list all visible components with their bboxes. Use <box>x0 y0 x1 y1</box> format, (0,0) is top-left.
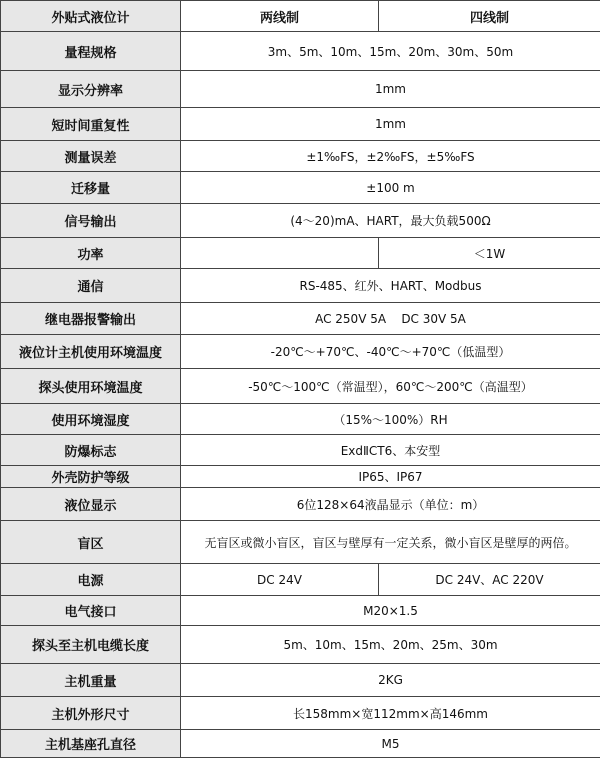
table-row <box>1 335 600 369</box>
table-row <box>1 369 600 404</box>
row-label: 电气接口 <box>1 596 181 626</box>
table-row <box>1 435 600 466</box>
header-four-wire: 四线制 <box>379 1 600 32</box>
table-row <box>1 664 600 697</box>
row-label: 通信 <box>1 269 181 303</box>
row-value: IP65、IP67 <box>181 466 600 488</box>
table-row <box>1 303 600 335</box>
row-value: 无盲区或微小盲区，盲区与壁厚有一定关系，微小盲区是壁厚的两倍。 <box>181 521 600 564</box>
row-label: 继电器报警输出 <box>1 303 181 335</box>
row-value: M20×1.5 <box>181 596 600 626</box>
header-two-wire: 两线制 <box>181 1 379 32</box>
row-value: 1mm <box>181 71 600 108</box>
row-label: 迁移量 <box>1 172 181 204</box>
table-row <box>1 730 600 758</box>
table-row <box>1 596 600 626</box>
table-row <box>1 141 600 172</box>
table-row <box>1 488 600 521</box>
row-label: 探头至主机电缆长度 <box>1 626 181 664</box>
table-row <box>1 521 600 564</box>
table-row <box>1 71 600 108</box>
row-label: 功率 <box>1 238 181 269</box>
row-label: 信号输出 <box>1 204 181 238</box>
table-row <box>1 108 600 141</box>
row-value: 长158mm×宽112mm×高146mm <box>181 697 600 730</box>
row-value: ExdⅡCT6、本安型 <box>181 435 600 466</box>
row-label: 探头使用环境温度 <box>1 369 181 404</box>
row-value: 3m、5m、10m、15m、20m、30m、50m <box>181 32 600 71</box>
row-label: 主机外形尺寸 <box>1 697 181 730</box>
row-value: (4～20)mA、HART，最大负载500Ω <box>181 204 600 238</box>
row-label: 测量误差 <box>1 141 181 172</box>
row-label: 电源 <box>1 564 181 596</box>
row-label: 主机基座孔直径 <box>1 730 181 758</box>
row-label: 显示分辨率 <box>1 71 181 108</box>
row-label: 短时间重复性 <box>1 108 181 141</box>
row-value: ±1‰FS，±2‰FS，±5‰FS <box>181 141 600 172</box>
table-row <box>1 204 600 238</box>
row-label: 盲区 <box>1 521 181 564</box>
row-value: （15%～100%）RH <box>181 404 600 435</box>
row-value: AC 250V 5A DC 30V 5A <box>181 303 600 335</box>
header-row <box>1 1 600 32</box>
row-label: 外壳防护等级 <box>1 466 181 488</box>
row-value: 1mm <box>181 108 600 141</box>
table-row <box>1 32 600 71</box>
row-value: 6位128×64液晶显示（单位：m） <box>181 488 600 521</box>
row-value-four-wire: DC 24V、AC 220V <box>379 564 600 596</box>
row-value: 2KG <box>181 664 600 697</box>
table-row <box>1 626 600 664</box>
row-value-four-wire: ＜1W <box>379 238 600 269</box>
header-label: 外贴式液位计 <box>1 1 181 32</box>
row-value: -20℃～+70℃、-40℃～+70℃（低温型） <box>181 335 600 369</box>
table-row <box>1 466 600 488</box>
row-label: 使用环境湿度 <box>1 404 181 435</box>
row-value: RS-485、红外、HART、Modbus <box>181 269 600 303</box>
row-value: -50℃～100℃（常温型），60℃～200℃（高温型） <box>181 369 600 404</box>
table-row <box>1 172 600 204</box>
table-row <box>1 269 600 303</box>
row-value: ±100 m <box>181 172 600 204</box>
row-label: 液位显示 <box>1 488 181 521</box>
table-row <box>1 238 600 269</box>
row-label: 主机重量 <box>1 664 181 697</box>
row-label: 量程规格 <box>1 32 181 71</box>
row-value-two-wire: DC 24V <box>181 564 379 596</box>
table-row <box>1 564 600 596</box>
row-label: 防爆标志 <box>1 435 181 466</box>
table-row <box>1 404 600 435</box>
row-label: 液位计主机使用环境温度 <box>1 335 181 369</box>
row-value: M5 <box>181 730 600 758</box>
table-row <box>1 697 600 730</box>
row-value: 5m、10m、15m、20m、25m、30m <box>181 626 600 664</box>
row-value-two-wire <box>181 238 379 269</box>
